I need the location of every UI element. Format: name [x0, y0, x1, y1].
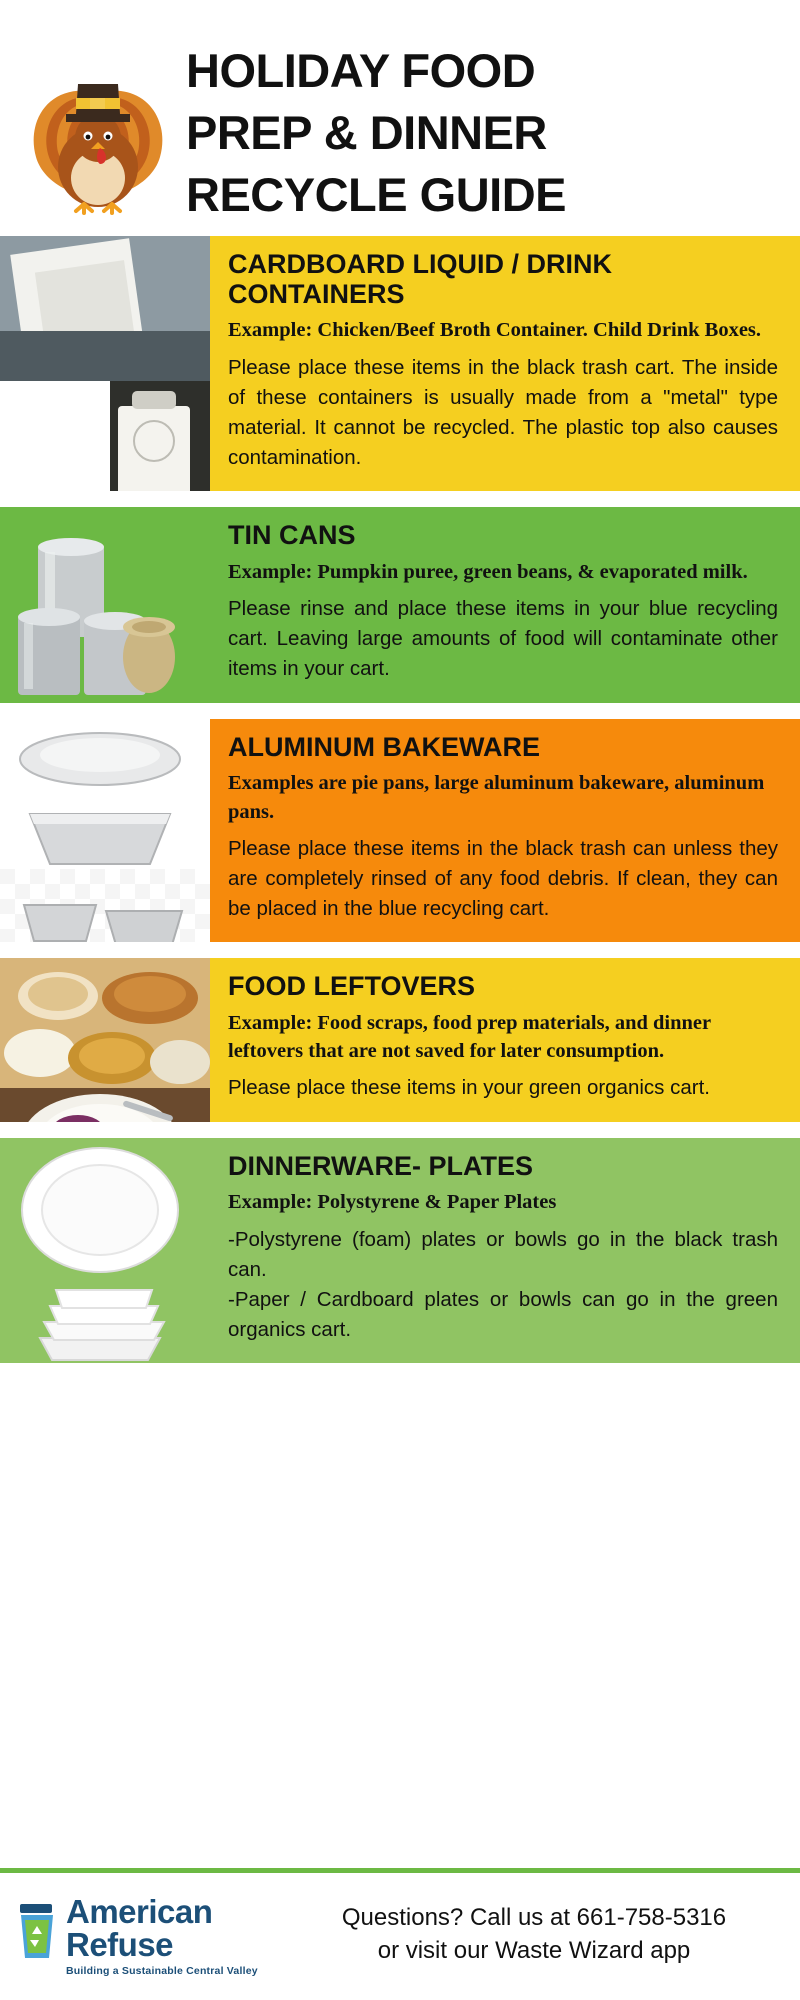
section-title: CARDBOARD LIQUID / DRINK CONTAINERS — [228, 249, 612, 309]
section-description: Please place these items in the black trash cart. The inside of these containers is usually made from a "metal" type material. It cannot be recycled. The plastic top also causes contamination. — [228, 355, 778, 470]
title-line-3: RECYCLE GUIDE — [186, 168, 566, 222]
section-aluminum-bakeware — [0, 719, 800, 943]
section-example: Example: Polystyrene & Paper Plates — [228, 1191, 557, 1214]
section-description: Please rinse and place these items in your blue recycling cart. Leaving large amounts of food will contaminate other items in your cart. — [228, 597, 778, 681]
section-body — [210, 507, 800, 702]
header — [0, 0, 800, 236]
title-line-1: HOLIDAY FOOD — [186, 44, 536, 97]
company-tagline: Building a Sustainable Central Valley — [66, 1964, 258, 1977]
company-name — [66, 1893, 258, 1977]
section-title: TIN CANS — [228, 520, 356, 551]
section-description: Please place these items in your green organics cart. — [228, 1076, 711, 1100]
section-description: Please place these items in the black trash can unless they are completely rinsed of any food debris. If clean, they can be placed in the blue recycling cart. — [228, 836, 778, 921]
section-example: Example: Food scraps, food prep materials, and dinner leftovers that are not saved for later consumption. — [228, 1011, 711, 1063]
section-food-leftovers — [0, 958, 800, 1121]
section-description-line-1: -Polystyrene (foam) plates or bowls go in the black trash can. — [228, 1227, 778, 1281]
section-body — [210, 236, 800, 491]
section-title: DINNERWARE- PLATES — [228, 1150, 534, 1181]
tin-cans-photo — [0, 507, 210, 702]
section-example: Example: Pumpkin puree, green beans, & evaporated milk. — [228, 560, 748, 583]
cardboard-containers-photo — [0, 236, 210, 491]
section-body — [210, 1138, 800, 1363]
company-name-line-1: American — [66, 1893, 213, 1931]
title-line-2: PREP & DINNER — [186, 106, 547, 160]
dinnerware-plates-photo — [0, 1138, 210, 1363]
turkey-pilgrim-icon — [18, 52, 178, 217]
company-name-line-2: Refuse — [66, 1925, 174, 1963]
section-body — [210, 719, 800, 943]
section-title: ALUMINUM BAKEWARE — [228, 731, 540, 762]
section-example: Example: Chicken/Beef Broth Container. Child Drink Boxes. — [228, 319, 762, 342]
footer-contact-line-1: Questions? Call us at 661-758-5316 — [341, 1904, 727, 1932]
section-cardboard-liquid-drink-containers — [0, 236, 800, 491]
footer — [0, 1868, 800, 2000]
section-body — [210, 958, 800, 1121]
section-title: FOOD LEFTOVERS — [228, 971, 476, 1002]
section-tin-cans — [0, 507, 800, 702]
aluminum-bakeware-photo — [0, 719, 210, 943]
section-dinnerware-plates — [0, 1138, 800, 1363]
section-description-line-2: -Paper / Cardboard plates or bowls can go in the green organics cart. — [228, 1287, 778, 1341]
food-leftovers-photo — [0, 958, 210, 1121]
section-description — [228, 1225, 778, 1346]
section-example: Examples are pie pans, large aluminum bakeware, aluminum pans. — [228, 772, 765, 823]
page-title — [178, 22, 782, 226]
footer-contact — [276, 1902, 786, 1967]
footer-contact-line-2: or visit our Waste Wizard app — [377, 1936, 691, 1964]
recycle-bin-icon — [14, 1900, 60, 1962]
company-logo — [14, 1892, 276, 1977]
